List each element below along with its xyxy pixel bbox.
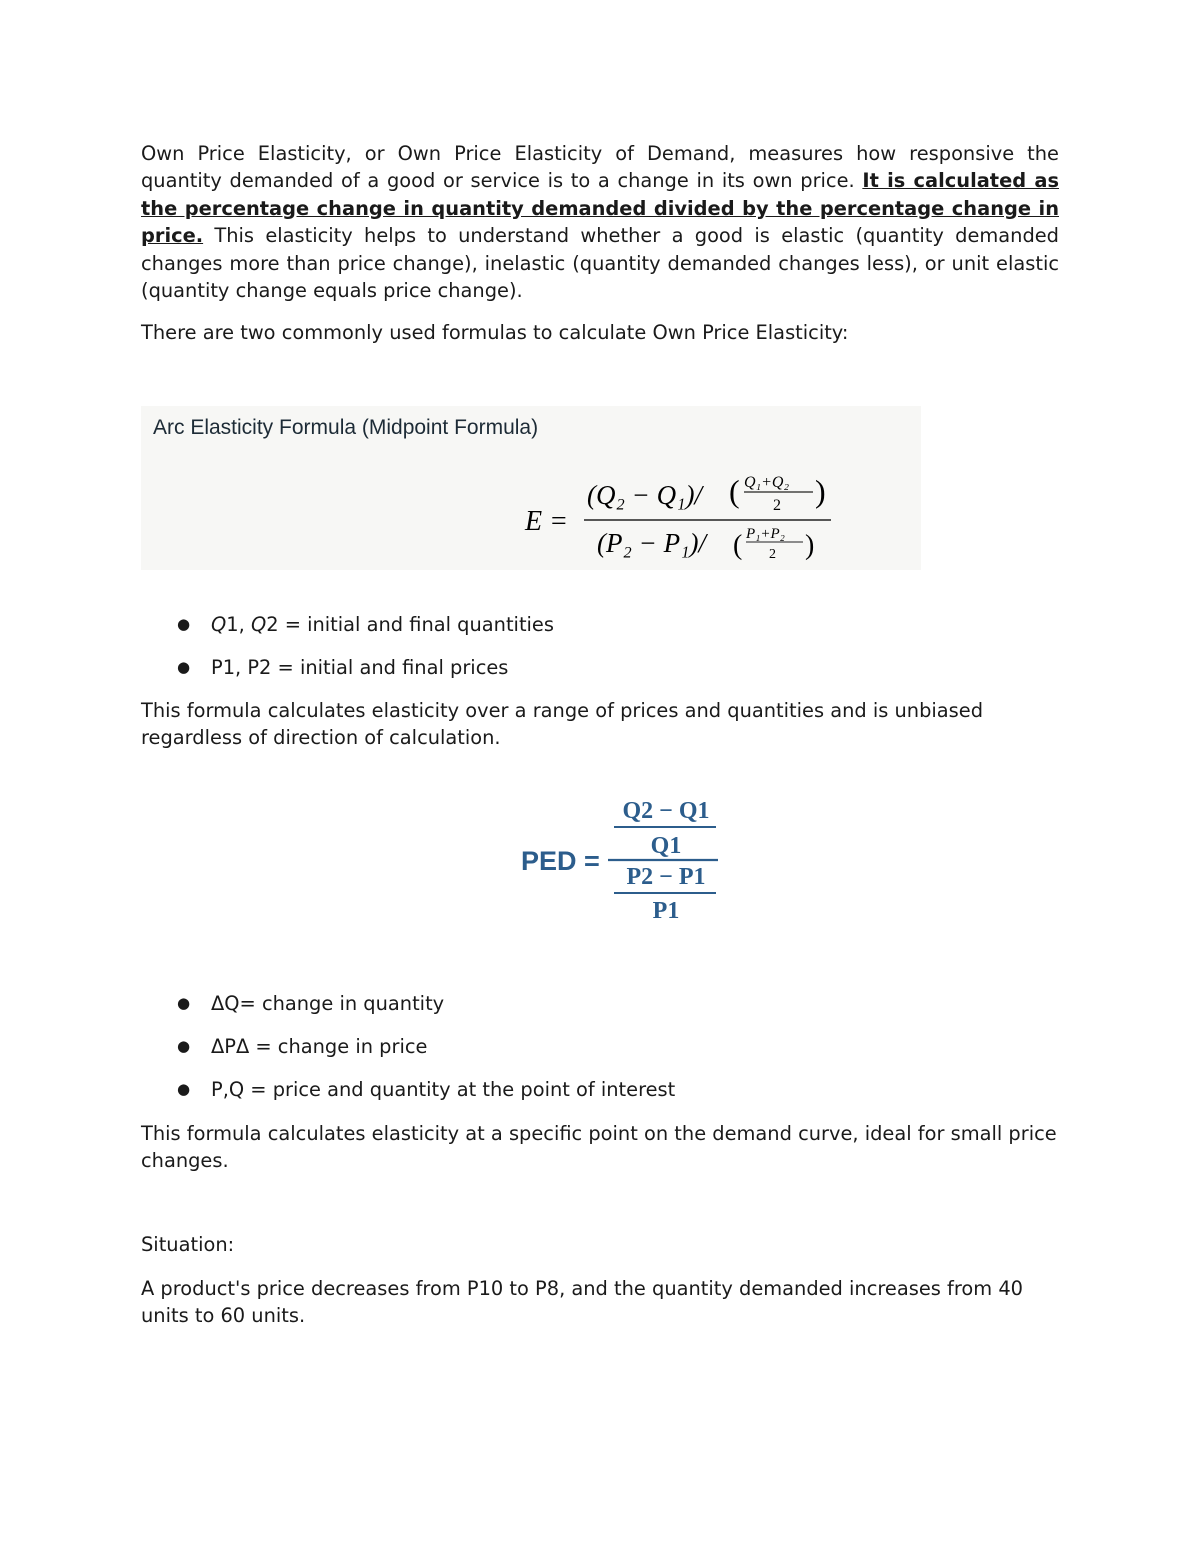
intro-emphasis: It is calculated as the percentage change in quantity demanded divided by the percentage change in price. bbox=[141, 169, 1059, 248]
ped-num-bottom: Q1 bbox=[650, 833, 682, 859]
intro-sentence-1: Own Price Elasticity, or Own Price Elasticity of Demand, measures how responsive the quantity demanded of a good or service is to a change in its own price. bbox=[141, 142, 1059, 193]
bullet-icon: ● bbox=[177, 994, 191, 1012]
arc-num-frac-bottom: 2 bbox=[773, 497, 781, 514]
arc-note: This formula calculates elasticity over a range of prices and quantities and is unbiased regardless of direction of calculation. bbox=[141, 699, 984, 750]
ped-num-top: Q2 − Q1 bbox=[622, 798, 710, 824]
arc-lhs: E = bbox=[525, 506, 568, 537]
arc-formula-title: Arc Elasticity Formula (Midpoint Formula) bbox=[153, 416, 539, 439]
arc-den-frac-top: P₁+P₂ bbox=[746, 526, 785, 542]
ped-den-top: P2 − P1 bbox=[626, 864, 706, 890]
bullet-icon: ● bbox=[177, 1080, 191, 1098]
arc-numerator: (Q₂ − Q₁)/ bbox=[587, 480, 702, 510]
list-item: ● ΔQ= change in quantity bbox=[177, 992, 445, 1015]
arc-den-frac-bottom: 2 bbox=[769, 547, 776, 562]
intro-paragraph bbox=[141, 140, 1059, 304]
list-item: ● P1, P2 = initial and final prices bbox=[177, 656, 509, 679]
intro-sentence-2: This elasticity helps to understand whether a good is elastic (quantity demanded changes more than price change), inelastic (quantity demanded changes less), or unit elastic (quantity change equals price change). bbox=[141, 224, 1059, 303]
arc-formula-equation bbox=[141, 406, 921, 570]
bullet-icon: ● bbox=[177, 1037, 191, 1055]
situation-text: A product's price decreases from P10 to P8, and the quantity demanded increases from 40 units to 60 units. bbox=[141, 1277, 1023, 1328]
ped-label: PED = bbox=[521, 846, 600, 876]
formulas-intro: There are two commonly used formulas to calculate Own Price Elasticity: bbox=[141, 321, 849, 344]
list-item: ● Q1, Q2 = initial and final quantities bbox=[177, 613, 554, 636]
ped-den-bottom: P1 bbox=[652, 898, 680, 924]
arc-variable-list bbox=[141, 611, 554, 697]
bullet-icon: ● bbox=[177, 615, 191, 633]
arc-num-paren-left: ( bbox=[729, 473, 740, 509]
situation-heading: Situation: bbox=[141, 1233, 235, 1256]
list-item: ● ΔPΔ = change in price bbox=[177, 1035, 428, 1058]
arc-num-frac-top: Q₁+Q₂ bbox=[744, 474, 790, 491]
arc-den-paren-right: ) bbox=[805, 530, 815, 561]
ped-formula-fraction bbox=[604, 790, 734, 930]
arc-num-paren-right: ) bbox=[815, 473, 826, 509]
point-note: This formula calculates elasticity at a specific point on the demand curve, ideal for small price changes. bbox=[141, 1122, 1057, 1173]
arc-formula-figure bbox=[141, 406, 921, 570]
list-item: ● P,Q = price and quantity at the point of interest bbox=[177, 1078, 676, 1101]
point-variable-list bbox=[141, 990, 675, 1119]
arc-denominator: (P₂ − P₁)/ bbox=[597, 528, 706, 558]
bullet-icon: ● bbox=[177, 658, 191, 676]
arc-den-paren-left: ( bbox=[733, 530, 743, 561]
